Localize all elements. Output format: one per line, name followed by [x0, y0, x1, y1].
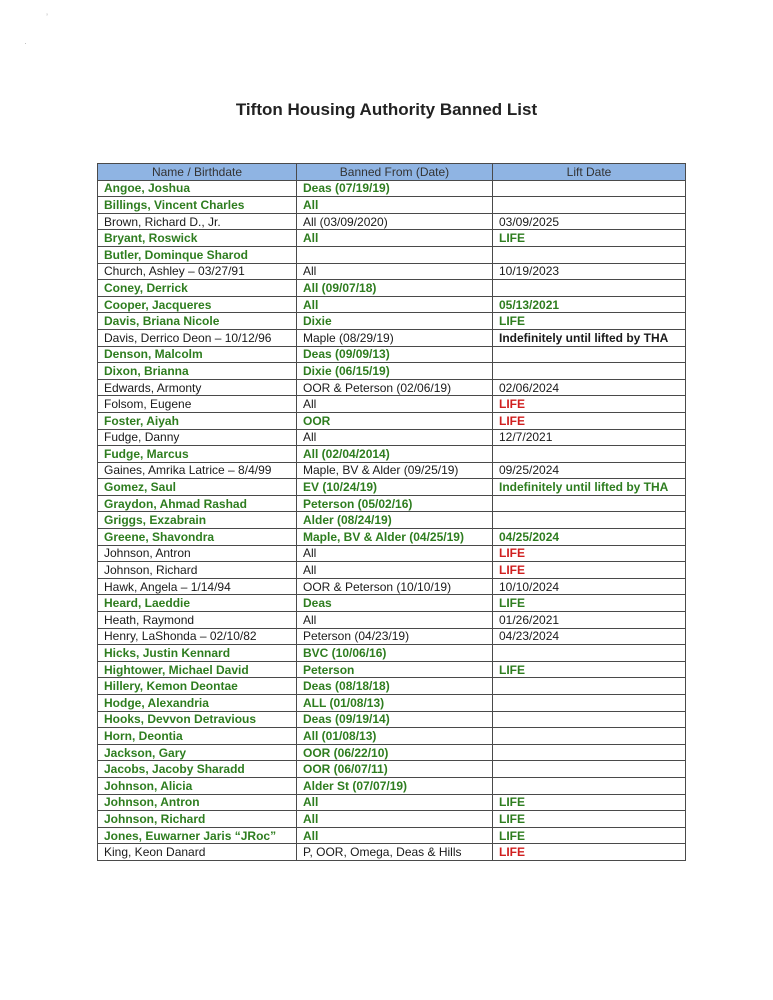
row-lift-date-cell [493, 512, 686, 529]
row-name-cell: Johnson, Richard [98, 562, 297, 579]
row-banned-from-cell: P, OOR, Omega, Deas & Hills [297, 844, 493, 861]
row-name-cell: Hodge, Alexandria [98, 695, 297, 712]
table-row [98, 512, 686, 529]
row-name-cell: Dixon, Brianna [98, 363, 297, 380]
row-banned-from-cell: All [297, 197, 493, 214]
row-banned-from-cell: Alder St (07/07/19) [297, 777, 493, 794]
table-row [98, 462, 686, 479]
row-name-cell: Graydon, Ahmad Rashad [98, 495, 297, 512]
banned-list-table [97, 163, 686, 861]
row-lift-date-cell [493, 744, 686, 761]
table-row [98, 329, 686, 346]
row-lift-date-cell [493, 280, 686, 297]
row-banned-from-cell: All (02/04/2014) [297, 446, 493, 463]
row-name-cell: King, Keon Danard [98, 844, 297, 861]
table-row [98, 711, 686, 728]
table-row [98, 562, 686, 579]
row-name-cell: Butler, Dominque Sharod [98, 246, 297, 263]
row-lift-date-cell: LIFE [493, 794, 686, 811]
row-name-cell: Griggs, Exzabrain [98, 512, 297, 529]
row-banned-from-cell: Deas (08/18/18) [297, 678, 493, 695]
row-banned-from-cell: OOR & Peterson (02/06/19) [297, 379, 493, 396]
row-banned-from-cell [297, 246, 493, 263]
table-body [98, 180, 686, 860]
page-title: Tifton Housing Authority Banned List [235, 100, 538, 119]
row-lift-date-cell: LIFE [493, 396, 686, 413]
row-name-cell: Fudge, Danny [98, 429, 297, 446]
row-name-cell: Cooper, Jacqueres [98, 296, 297, 313]
row-name-cell: Johnson, Richard [98, 811, 297, 828]
table-row [98, 595, 686, 612]
row-banned-from-cell: Peterson (05/02/16) [297, 495, 493, 512]
table-row [98, 346, 686, 363]
table-row [98, 412, 686, 429]
table-row [98, 678, 686, 695]
row-lift-date-cell [493, 180, 686, 197]
row-banned-from-cell: Deas [297, 595, 493, 612]
row-name-cell: Henry, LaShonda – 02/10/82 [98, 628, 297, 645]
table-row [98, 180, 686, 197]
row-lift-date-cell: 10/10/2024 [493, 578, 686, 595]
row-lift-date-cell: LIFE [493, 545, 686, 562]
table-row [98, 213, 686, 230]
row-name-cell: Jacobs, Jacoby Sharadd [98, 761, 297, 778]
row-banned-from-cell: All [297, 263, 493, 280]
table-row [98, 379, 686, 396]
row-lift-date-cell: 09/25/2024 [493, 462, 686, 479]
table-row [98, 446, 686, 463]
table-row [98, 612, 686, 629]
table-row [98, 545, 686, 562]
table-row [98, 661, 686, 678]
row-banned-from-cell: All [297, 296, 493, 313]
row-banned-from-cell: All [297, 794, 493, 811]
row-banned-from-cell: All (09/07/18) [297, 280, 493, 297]
row-lift-date-cell: LIFE [493, 230, 686, 247]
row-name-cell: Denson, Malcolm [98, 346, 297, 363]
row-name-cell: Fudge, Marcus [98, 446, 297, 463]
row-banned-from-cell: Maple, BV & Alder (09/25/19) [297, 462, 493, 479]
row-name-cell: Church, Ashley – 03/27/91 [98, 263, 297, 280]
row-lift-date-cell [493, 346, 686, 363]
table-row [98, 744, 686, 761]
table-row [98, 827, 686, 844]
row-lift-date-cell: Indefinitely until lifted by THA [493, 329, 686, 346]
row-lift-date-cell: Indefinitely until lifted by THA [493, 479, 686, 496]
row-name-cell: Heard, Laeddie [98, 595, 297, 612]
row-banned-from-cell: All [297, 429, 493, 446]
row-name-cell: Davis, Briana Nicole [98, 313, 297, 330]
row-banned-from-cell: Deas (09/19/14) [297, 711, 493, 728]
table-row [98, 429, 686, 446]
row-lift-date-cell [493, 728, 686, 745]
table-row [98, 246, 686, 263]
table-row [98, 296, 686, 313]
row-banned-from-cell: Maple (08/29/19) [297, 329, 493, 346]
table-row [98, 396, 686, 413]
row-lift-date-cell: 12/7/2021 [493, 429, 686, 446]
row-lift-date-cell [493, 678, 686, 695]
row-lift-date-cell: 05/13/2021 [493, 296, 686, 313]
table-header-row [98, 164, 686, 181]
table-row [98, 728, 686, 745]
row-name-cell: Heath, Raymond [98, 612, 297, 629]
row-name-cell: Brown, Richard D., Jr. [98, 213, 297, 230]
row-banned-from-cell: All [297, 827, 493, 844]
row-banned-from-cell: All (01/08/13) [297, 728, 493, 745]
row-name-cell: Hicks, Justin Kennard [98, 645, 297, 662]
row-banned-from-cell: All [297, 612, 493, 629]
column-header-banned-from: Banned From (Date) [297, 164, 493, 181]
row-name-cell: Gaines, Amrika Latrice – 8/4/99 [98, 462, 297, 479]
row-name-cell: Johnson, Alicia [98, 777, 297, 794]
table-row [98, 230, 686, 247]
row-name-cell: Edwards, Armonty [98, 379, 297, 396]
table-row [98, 263, 686, 280]
row-banned-from-cell: Dixie [297, 313, 493, 330]
table-row [98, 479, 686, 496]
row-banned-from-cell: ALL (01/08/13) [297, 695, 493, 712]
row-banned-from-cell: All [297, 396, 493, 413]
row-lift-date-cell [493, 711, 686, 728]
table-row [98, 313, 686, 330]
row-banned-from-cell: EV (10/24/19) [297, 479, 493, 496]
row-name-cell: Billings, Vincent Charles [98, 197, 297, 214]
table-row [98, 777, 686, 794]
row-banned-from-cell: OOR (06/22/10) [297, 744, 493, 761]
row-name-cell: Hillery, Kemon Deontae [98, 678, 297, 695]
table-row [98, 280, 686, 297]
table-row [98, 645, 686, 662]
row-lift-date-cell: 04/23/2024 [493, 628, 686, 645]
table-row [98, 495, 686, 512]
row-lift-date-cell: LIFE [493, 827, 686, 844]
row-lift-date-cell: 01/26/2021 [493, 612, 686, 629]
table-row [98, 529, 686, 546]
row-banned-from-cell: Deas (09/09/13) [297, 346, 493, 363]
row-banned-from-cell: Dixie (06/15/19) [297, 363, 493, 380]
row-name-cell: Horn, Deontia [98, 728, 297, 745]
row-lift-date-cell [493, 197, 686, 214]
row-banned-from-cell: Peterson (04/23/19) [297, 628, 493, 645]
row-banned-from-cell: All [297, 545, 493, 562]
row-lift-date-cell [493, 363, 686, 380]
row-name-cell: Foster, Aiyah [98, 412, 297, 429]
row-lift-date-cell [493, 246, 686, 263]
row-banned-from-cell: BVC (10/06/16) [297, 645, 493, 662]
row-banned-from-cell: All [297, 562, 493, 579]
table-row [98, 844, 686, 861]
row-banned-from-cell: Deas (07/19/19) [297, 180, 493, 197]
row-name-cell: Folsom, Eugene [98, 396, 297, 413]
table-row [98, 197, 686, 214]
row-lift-date-cell [493, 645, 686, 662]
row-banned-from-cell: Peterson [297, 661, 493, 678]
scan-speck: · [24, 38, 27, 48]
row-lift-date-cell: 04/25/2024 [493, 529, 686, 546]
row-name-cell: Greene, Shavondra [98, 529, 297, 546]
row-lift-date-cell: 10/19/2023 [493, 263, 686, 280]
table-row [98, 794, 686, 811]
row-name-cell: Gomez, Saul [98, 479, 297, 496]
row-name-cell: Jackson, Gary [98, 744, 297, 761]
table-row [98, 811, 686, 828]
row-lift-date-cell: 02/06/2024 [493, 379, 686, 396]
row-name-cell: Hightower, Michael David [98, 661, 297, 678]
row-banned-from-cell: OOR [297, 412, 493, 429]
row-banned-from-cell: Alder (08/24/19) [297, 512, 493, 529]
row-name-cell: Johnson, Antron [98, 545, 297, 562]
column-header-lift-date: Lift Date [493, 164, 686, 181]
row-lift-date-cell: LIFE [493, 313, 686, 330]
row-lift-date-cell: LIFE [493, 562, 686, 579]
row-lift-date-cell: LIFE [493, 661, 686, 678]
row-name-cell: Davis, Derrico Deon – 10/12/96 [98, 329, 297, 346]
row-name-cell: Hooks, Devvon Detravious [98, 711, 297, 728]
row-banned-from-cell: All [297, 811, 493, 828]
row-lift-date-cell: 03/09/2025 [493, 213, 686, 230]
row-name-cell: Johnson, Antron [98, 794, 297, 811]
row-lift-date-cell [493, 446, 686, 463]
table-row [98, 628, 686, 645]
row-lift-date-cell [493, 495, 686, 512]
row-lift-date-cell [493, 761, 686, 778]
row-name-cell: Hawk, Angela – 1/14/94 [98, 578, 297, 595]
row-banned-from-cell: All (03/09/2020) [297, 213, 493, 230]
row-name-cell: Bryant, Roswick [98, 230, 297, 247]
scan-speck: ’ [46, 12, 48, 22]
row-banned-from-cell: OOR & Peterson (10/10/19) [297, 578, 493, 595]
row-lift-date-cell: LIFE [493, 412, 686, 429]
row-banned-from-cell: OOR (06/07/11) [297, 761, 493, 778]
table-row [98, 363, 686, 380]
row-name-cell: Coney, Derrick [98, 280, 297, 297]
row-lift-date-cell [493, 777, 686, 794]
row-banned-from-cell: Maple, BV & Alder (04/25/19) [297, 529, 493, 546]
row-lift-date-cell [493, 695, 686, 712]
row-lift-date-cell: LIFE [493, 811, 686, 828]
row-banned-from-cell: All [297, 230, 493, 247]
row-lift-date-cell: LIFE [493, 844, 686, 861]
table-row [98, 761, 686, 778]
table-row [98, 578, 686, 595]
row-name-cell: Jones, Euwarner Jaris “JRoc” [98, 827, 297, 844]
column-header-name: Name / Birthdate [98, 164, 297, 181]
table-row [98, 695, 686, 712]
row-lift-date-cell: LIFE [493, 595, 686, 612]
row-name-cell: Angoe, Joshua [98, 180, 297, 197]
